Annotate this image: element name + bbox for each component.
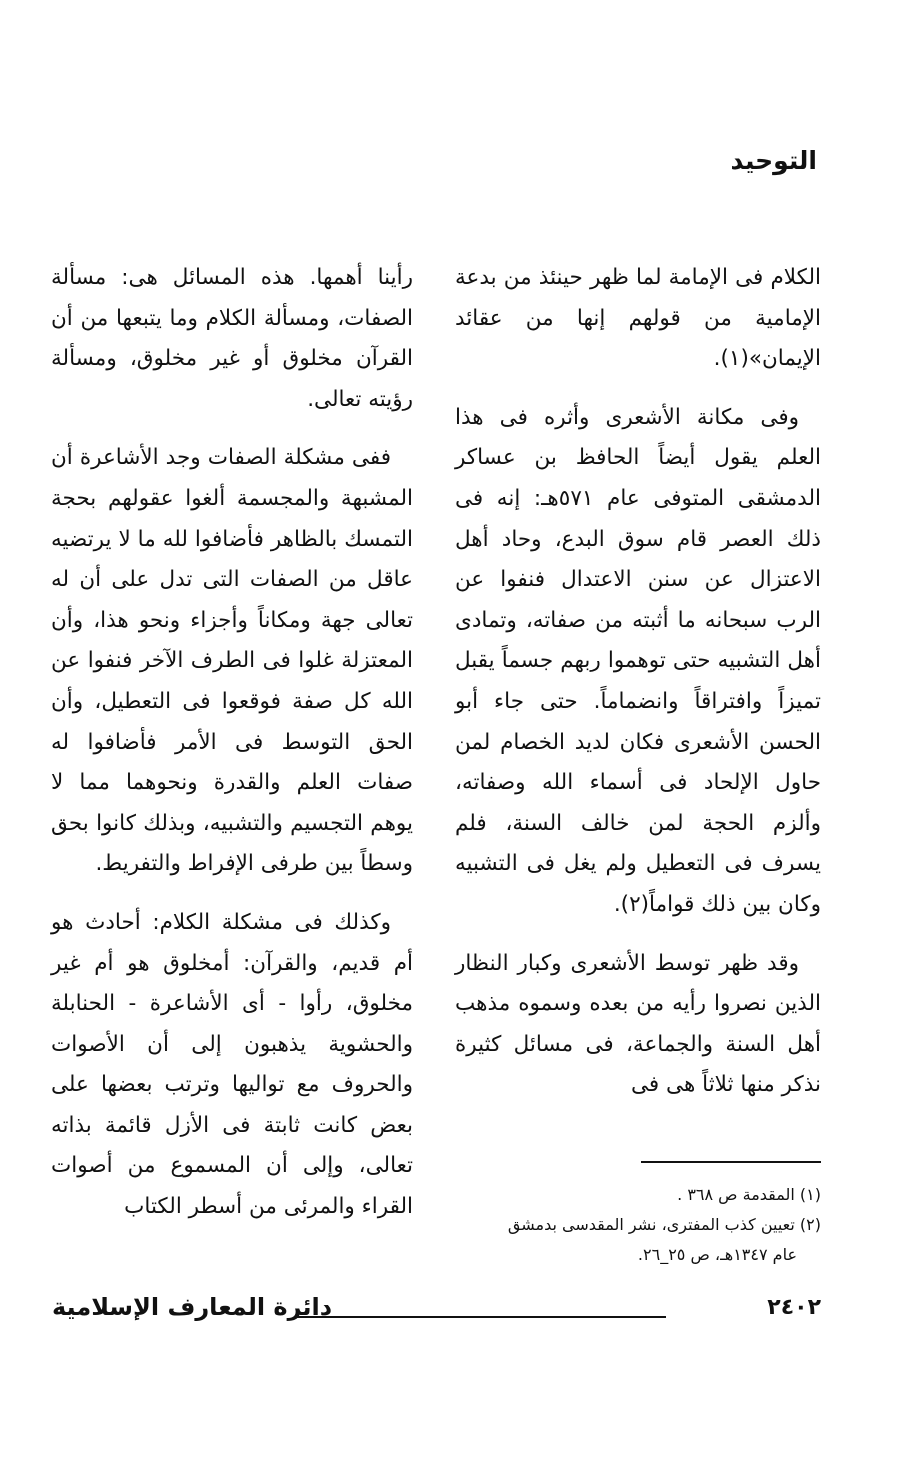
right-text-column [455, 258, 821, 1124]
left-text-column [51, 258, 413, 1246]
footnote-1: (١) المقدمة ص ٣٦٨ . [677, 1185, 821, 1204]
footnotes [451, 1180, 821, 1270]
paragraph: الكلام فى الإمامة لما ظهر حينئذ من بدعة الإمامية من قولهم إنها من عقائد الإيمان»(١). [455, 265, 821, 372]
running-header-title: التوحيد [730, 146, 817, 175]
paragraph: ففى مشكلة الصفات وجد الأشاعرة أن المشبهة والمجسمة ألغوا عقولهم بحجة التمسك بالظاهر فأضافوا لله ما لا يرتضيه عاقل من الصفات التى تدل على أن له تعالى جهة ومكاناً وأجزاء ونحو هذا، وأن المعتزلة غلوا فى الطرف الآخر فنفوا عن الله كل صفة فوقعوا فى التعطيل، وأن الحق التوسط فى الأمر فأضافوا له صفات العلم والقدرة ونحوهما مما لا يوهم التجسيم والتشبيه، وبذلك كانوا بحق وسطاً بين طرفى الإفراط والتفريط. [51, 445, 413, 877]
page-number: ٢٤٠٢ [767, 1295, 821, 1320]
footnote-2: (٢) تعيين كذب المفترى، نشر المقدسى بدمشق [507, 1215, 821, 1234]
footnote-2-continuation: عام ١٣٤٧هـ، ص ٢٥_٢٦. [637, 1245, 797, 1264]
footnote-separator [641, 1161, 821, 1163]
paragraph: وكذلك فى مشكلة الكلام: أحادث هو أم قديم، والقرآن: أمخلوق هو أم غير مخلوق، رأوا - أى الأشاعرة - الحنابلة والحشوية يذهبون إلى أن الأصوات والحروف مع تواليها وترتب بعضها على بعض كانت ثابتة فى الأزل قائمة بذاته تعالى، وإلى أن المسموع من أصوات القراء والمرئى من أسطر الكتاب [51, 909, 413, 1220]
publication-title: دائرة المعارف الإسلامية [52, 1293, 333, 1321]
footer-rule [296, 1316, 666, 1318]
paragraph: وفى مكانة الأشعرى وأثره فى هذا العلم يقول أيضاً الحافظ بن عساكر الدمشقى المتوفى عام ٥٧١هـ: إنه فى ذلك العصر قام سوق البدع، وحاد أهل الاعتزال عن سنن الاعتدال فنفوا عن الرب سبحانه ما أثبته من صفاته، وتمادى أهل التشبيه حتى توهموا ربهم جسماً يقبل تميزاً وافتراقاً وانضماماً. حتى جاء أبو الحسن الأشعرى فكان لديد الخصام لمن حاول الإلحاد فى أسماء الله وصفاته، وألزم الحجة لمن خالف السنة، فلم يسرف فى التعطيل ولم يغل فى التشبيه وكان بين ذلك قواماً(٢). [455, 404, 821, 917]
paragraph: وقد ظهر توسط الأشعرى وكبار النظار الذين نصروا رأيه من بعده وسموه مذهب أهل السنة والجماعة، فى مسائل كثيرة نذكر منها ثلاثاً هى فى [455, 950, 821, 1098]
paragraph: رأينا أهمها. هذه المسائل هى: مسألة الصفات، ومسألة الكلام وما يتبعها من أن القرآن مخلوق أو غير مخلوق، ومسألة رؤيته تعالى. [51, 265, 413, 412]
